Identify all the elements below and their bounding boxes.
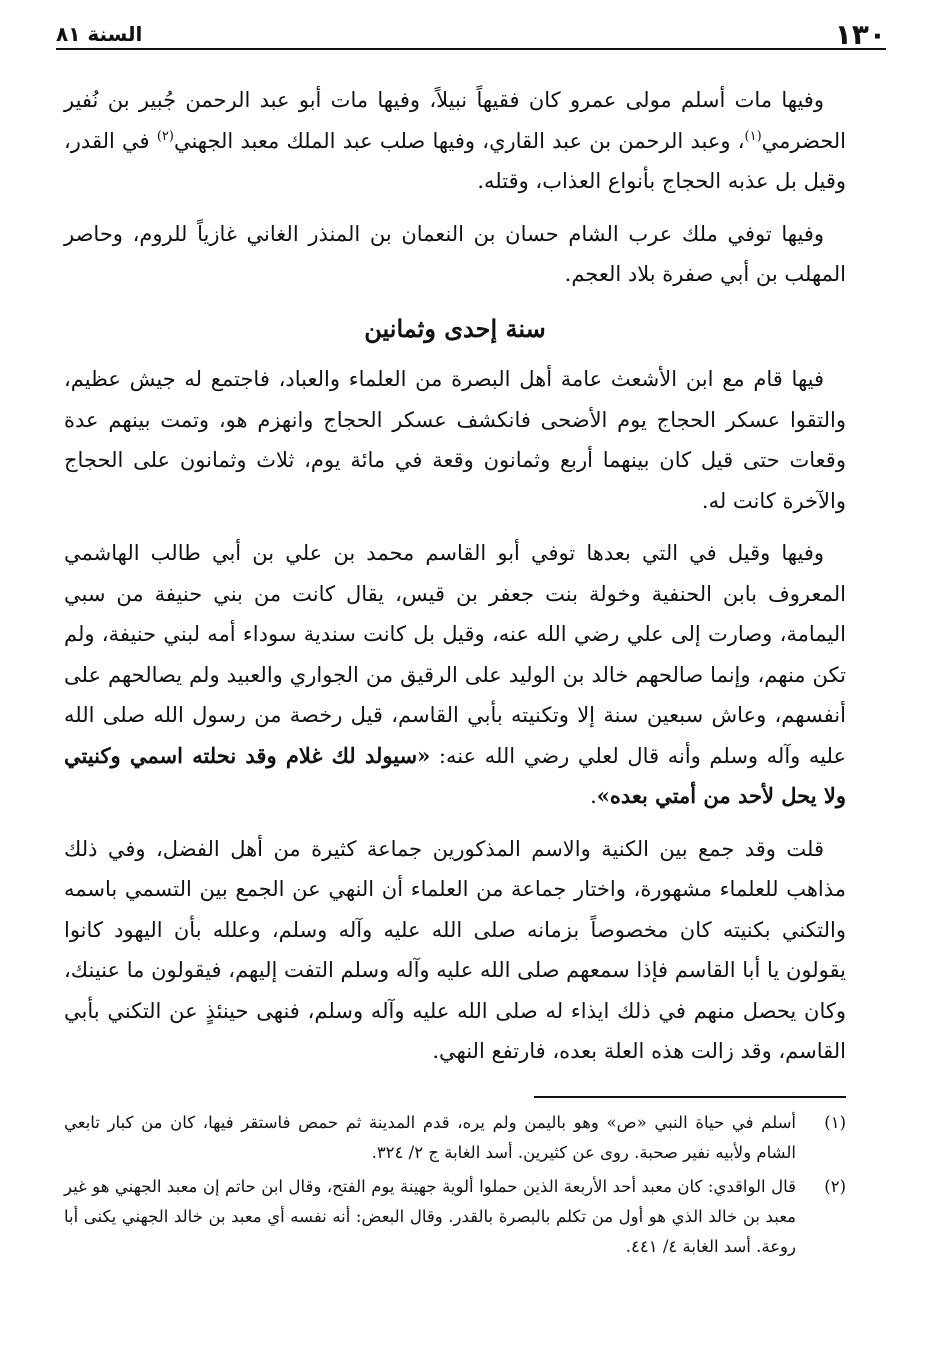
paragraph-2: وفيها توفي ملك عرب الشام حسان بن النعمان بن المنذر الغاني غازياً للروم، وحاصر المهلب بن أبي صفرة بلاد العجم. — [64, 221, 846, 286]
paragraph-5: قلت وقد جمع بين الكنية والاسم المذكورين جماعة كثيرة من أهل الفضل، وفي ذلك مذاهب للعلماء مشهورة، واختار جماعة من العلماء أن النهي عن الجمع بين التسمي باسمه والتكني بكنيته كان مخصوصاً بزمانه صلى الله عليه وآله وسلم، وعلله بأن اليهود كانوا يقولون يا أبا القاسم فإذا سمعهم صلى الله عليه وآله وسلم التفت إليهم، فيقولون ما عنينك، وكان يحصل منهم في ذلك ايذاء له صلى الله عليه وآله وسلم، فنهى حينئذٍ عن التكني بأبي القاسم، وقد زالت هذه العلة بعده، فارتفع النهي. — [64, 836, 846, 1063]
page-number: ١٣٠ — [834, 18, 886, 51]
paragraph-4 — [64, 533, 846, 817]
paragraph-4-text: وفيها وقيل في التي بعدها توفي أبو القاسم محمد بن علي بن أبي طالب الهاشمي المعروف بابن الحنفية وخولة بنت جعفر بن قيس، يقال كانت من بني حنيفة من سبي اليمامة، وصارت إلى علي رضي الله عنه، وقيل بل كانت سندية سوداء أمه لبني حنيفة، ولم تكن منهم، وإنما صالحهم خالد بن الوليد على الرقيق من الجواري والعبيد ولم يصالحهم على أنفسهم، وعاش سبعين سنة إلا وتكنيته بأبي القاسم، قيل رخصة من رسول الله صلى الله عليه وآله وسلم وأنه قال لعلي رضي الله عنه: — [64, 541, 846, 768]
footnote-text: قال الواقدي: كان معبد أحد الأربعة الذين حملوا ألوية جهينة يوم الفتح، وقال ابن حاتم إن معبد الجهني هو غير معبد بن خالد الذي هو أول من تكلم بالبصرة بالقدر. وقال البعض: أنه نفسه أي معبد بن خالد الجهني يكنى أبا روعة. أسد الغابة ٤/ ٤٤١. — [64, 1177, 796, 1256]
main-text — [64, 80, 846, 1084]
footnote-2 — [64, 1172, 846, 1262]
running-title: السنة ٨١ — [56, 22, 143, 46]
footnote-divider — [534, 1096, 846, 1098]
footnote-number: (٢) — [824, 1177, 846, 1196]
footnote-number: (١) — [824, 1113, 846, 1132]
paragraph-1-part-c: في القدر، وقيل بل عذبه الحجاج بأنواع العذاب، وقتله. — [64, 128, 846, 193]
footnote-1 — [64, 1108, 846, 1168]
paragraph-1 — [64, 80, 846, 202]
section-heading: سنة إحدى وثمانين — [364, 313, 546, 343]
footnotes — [64, 1108, 846, 1266]
paragraph-1-part-b: ، وعبد الرحمن بن عبد القاري، وفيها صلب عبد الملك معبد الجهني — [173, 128, 745, 153]
hadith-quote: «سيولد لك غلام وقد نحلته اسمي وكنيتي ولا يحل لأحد من أمتي بعده» — [64, 742, 846, 808]
paragraph-1-part-a: وفيها مات أسلم مولى عمرو كان فقيهاً نبيلاً، وفيها مات أبو عبد الرحمن جُبير بن نُفير الحضرمي — [64, 88, 846, 153]
page-header — [56, 14, 886, 50]
footnote-text: أسلم في حياة النبي «ص» وهو باليمن ولم يره، قدم المدينة ثم حمص فاستقر فيها، كان من كبار تابعي الشام ولأبيه نفير صحبة. روى عن كثيرين. أسد الغابة ج ٢/ ٣٢٤. — [64, 1113, 796, 1162]
footnote-ref-2[interactable]: (٢) — [156, 128, 174, 144]
footnote-ref-1[interactable]: (١) — [744, 128, 762, 144]
paragraph-3: فيها قام مع ابن الأشعث عامة أهل البصرة من العلماء والعباد، فاجتمع له جيش عظيم، والتقوا عسكر الحجاج يوم الأضحى فانكشف عسكر الحجاج وانهزم هو، وتمت بينهم عدة وقعات حتى قيل كان بينهما أربع وثمانون وقعة في مائة يوم، ثلاث وثمانون على الحجاج والآخرة كانت له. — [64, 367, 846, 513]
paragraph-4-end: . — [590, 784, 597, 808]
